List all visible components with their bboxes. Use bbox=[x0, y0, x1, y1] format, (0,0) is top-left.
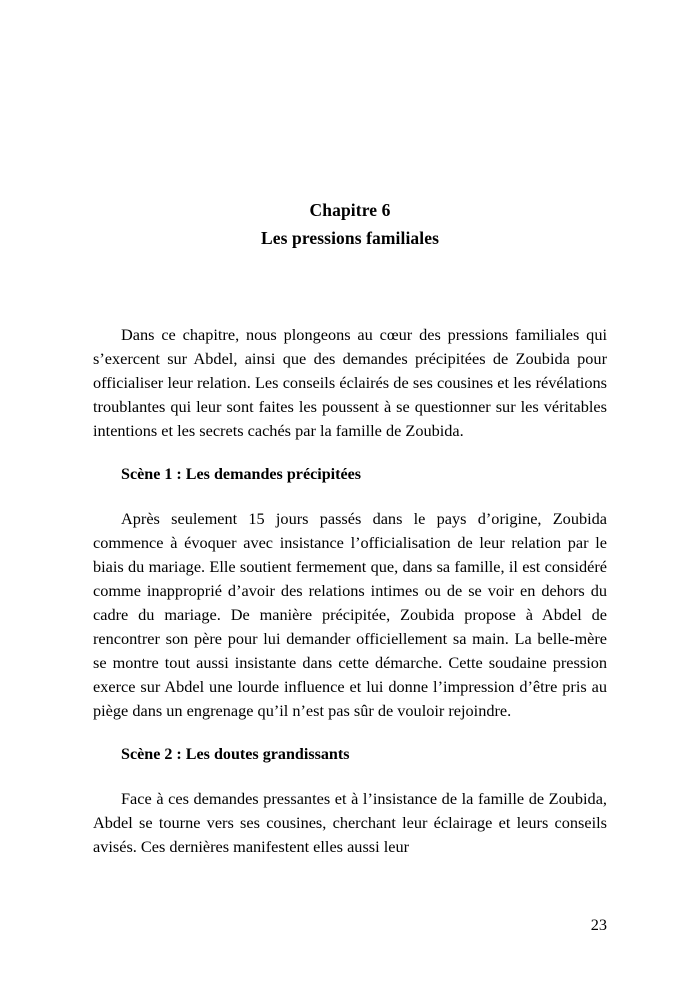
intro-paragraph: Dans ce chapitre, nous plongeons au cœur des pressions familiales qui s’exercent sur Abdel, ainsi que des demandes précipitées de Zoubida pour officialiser leur relation. Les conseils éclairés de ses cousines et les révélations troublantes qui leur sont faites les poussent à se questionner sur les véritables intentions et les secrets cachés par la famille de Zoubida. bbox=[93, 325, 607, 441]
spacer bbox=[93, 768, 607, 787]
page-number: 23 bbox=[590, 915, 607, 934]
scene-1-heading: Scène 1 : Les demandes précipitées bbox=[121, 466, 362, 484]
scene-2-heading: Scène 2 : Les doutes grandissants bbox=[121, 746, 350, 764]
chapter-title: Les pressions familiales bbox=[260, 228, 440, 248]
chapter-number: Chapitre 6 bbox=[309, 200, 391, 220]
spacer bbox=[93, 488, 607, 507]
chapter-title-block bbox=[93, 196, 607, 252]
spacer bbox=[93, 443, 607, 463]
spacer bbox=[93, 723, 607, 743]
body-text bbox=[93, 323, 607, 859]
scene-2-paragraph: Face à ces demandes pressantes et à l’insistance de la famille de Zoubida, Abdel se tourne vers ses cousines, cherchant leur éclairage et leurs conseils avisés. Ces dernières manifestent elles aussi leur bbox=[93, 788, 607, 856]
scene-1-paragraph: Après seulement 15 jours passés dans le pays d’origine, Zoubida commence à évoquer avec insistance l’officialisation de leur relation par le biais du mariage. Elle soutient fermement que, dans sa famille, il est considéré comme inapproprié d’avoir des relations intimes ou de se voir en dehors du cadre du mariage. De manière précipitée, Zoubida propose à Abdel de rencontrer son père pour lui demander officiellement sa main. La belle-mère se montre tout aussi insistante dans cette démarche. Cette soudaine pression exerce sur Abdel une lourde influence et lui donne l’impression d’être pris au piège dans un engrenage qu’il n’est pas sûr de vouloir rejoindre. bbox=[93, 508, 607, 721]
